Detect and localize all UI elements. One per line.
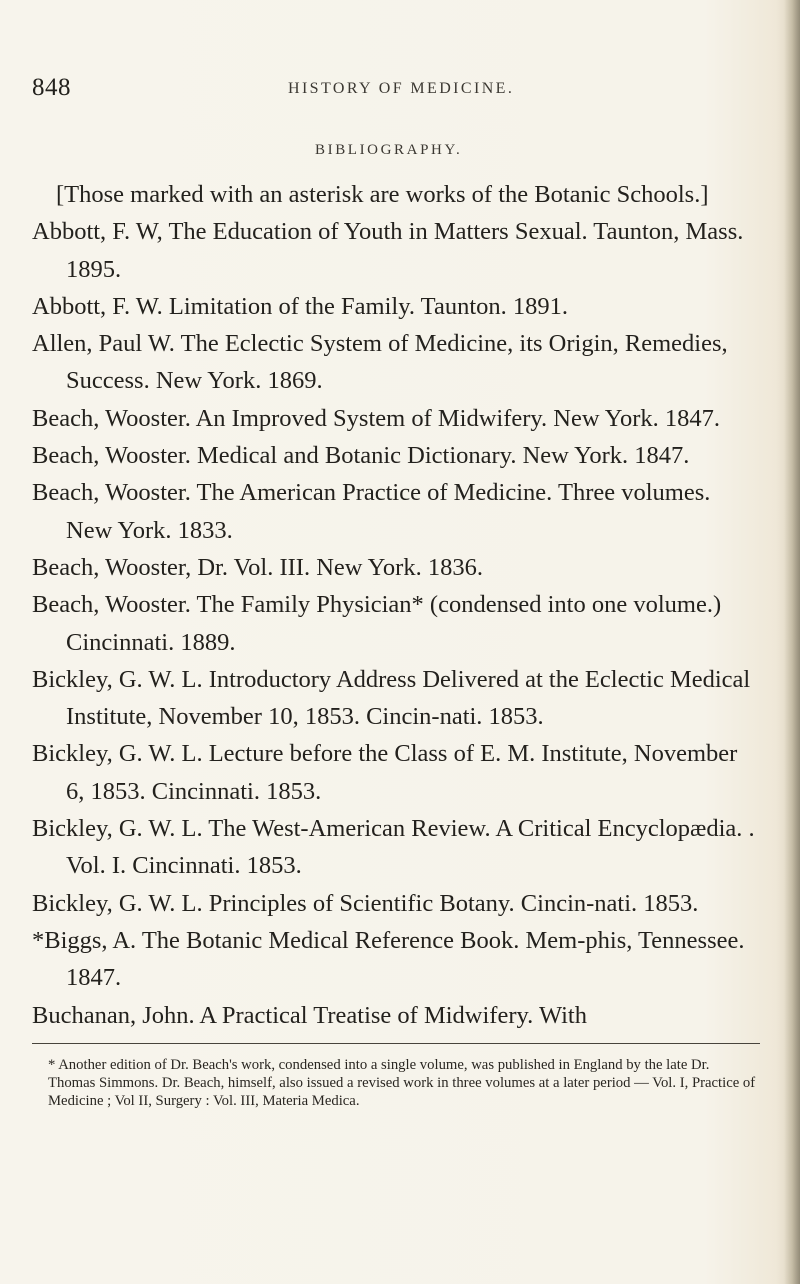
bibliography-entry: Bickley, G. W. L. The West-American Review. A Critical Encyclopædia. . Vol. I. Cincinnati. 1853.: [32, 815, 755, 880]
bibliography-entry: Allen, Paul W. The Eclectic System of Medicine, its Origin, Remedies, Success. New York. 1869.: [32, 330, 728, 395]
bibliography-entry: Bickley, G. W. L. Introductory Address Delivered at the Eclectic Medical Institute, November 10, 1853. Cincin-nati. 1853.: [32, 665, 751, 731]
bibliography-entry: Abbott, F. W. Limitation of the Family. Taunton. 1891.: [32, 292, 568, 320]
bibliography-entry: Beach, Wooster. The Family Physician* (condensed into one volume.) Cincinnati. 1889.: [32, 591, 722, 656]
running-header: [32, 74, 752, 114]
bibliography-entry: Bickley, G. W. L. Lecture before the Class of E. M. Institute, November 6, 1853. Cincinnati. 1853.: [32, 740, 738, 805]
bibliography-entry: Beach, Wooster. Medical and Botanic Dictionary. New York. 1847.: [32, 442, 690, 470]
page-number: 848: [32, 74, 71, 101]
bibliography-entry: Bickley, G. W. L. Principles of Scientific Botany. Cincin-nati. 1853.: [32, 889, 699, 917]
bibliography-entry: Beach, Wooster, Dr. Vol. III. New York. 1836.: [32, 553, 483, 581]
running-title: HISTORY OF MEDICINE.: [288, 80, 515, 97]
bibliography-entry: Beach, Wooster. An Improved System of Midwifery. New York. 1847.: [32, 404, 721, 432]
bibliography-text: [32, 176, 760, 1034]
bibliography-entry: Buchanan, John. A Practical Treatise of Midwifery. With: [32, 1001, 587, 1029]
bibliography-entry: Beach, Wooster. The American Practice of Medicine. Three volumes. New York. 1833.: [32, 479, 711, 544]
footnote-rule: [32, 1043, 760, 1044]
section-heading: BIBLIOGRAPHY.: [315, 142, 463, 158]
bibliography-entry: *Biggs, A. The Botanic Medical Reference Book. Mem-phis, Tennessee. 1847.: [32, 926, 745, 992]
intro-note: [Those marked with an asterisk are works of the Botanic Schools.]: [56, 181, 709, 208]
page-edge-shadow: [784, 0, 800, 1284]
footnote: * Another edition of Dr. Beach's work, condensed into a single volume, was published in England by the late Dr. Thomas Simmons. Dr. Beach, himself, also issued a revised work in three volumes at a later period — Vol. I, Practice of Medicine ; Vol II, Surgery : Vol. III, Materia Medica.: [48, 1057, 756, 1109]
bibliography-entry: Abbott, F. W, The Education of Youth in Matters Sexual. Taunton, Mass. 1895.: [32, 218, 744, 283]
